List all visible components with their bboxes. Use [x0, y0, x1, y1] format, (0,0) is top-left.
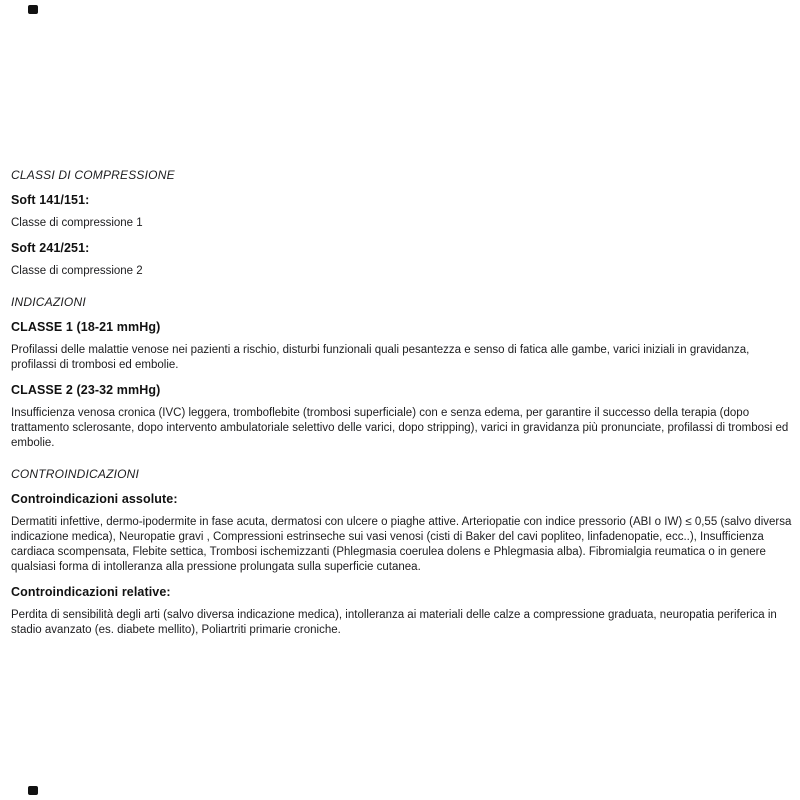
- entry-text: Perdita di sensibilità degli arti (salvo diversa indicazione medica), intolleranza ai materiali delle calze a compressione graduata, neuropatia periferica in stadio avanzato (es. diabete mellito), Poliartriti primarie croniche.: [11, 609, 777, 636]
- section-controindicazioni: [11, 467, 792, 638]
- entry-title: Controindicazioni relative:: [11, 585, 171, 599]
- contraindication-entry: [11, 491, 792, 575]
- entry-text: Dermatiti infettive, dermo-ipodermite in fase acuta, dermatosi con ulcere o piaghe attive. Arteriopatie con indice pressorio (ABI o IW) ≤ 0,55 (salvo diversa indicazione medica), Neuropatie gravi , Compressioni estrinseche sui vasi venosi (cisti di Baker del cavi popliteo, linfadenopatie, ecc..), Insufficienza cardiaca scompensata, Flebite settica, Trombosi ischemizzanti (Phlegmasia coerulea dolens e Phlegmasia alba). Fibromialgia reumatica o in genere qualsiasi forma di intolleranza alla pressione prolungata sulla superficie cutanea.: [11, 516, 792, 573]
- indication-entry: [11, 319, 792, 373]
- entry-title: Soft 241/251:: [11, 241, 90, 255]
- entry-text: Insufficienza venosa cronica (IVC) leggera, tromboflebite (trombosi superficiale) con e senza edema, per garantire il successo della terapia (dopo trattamento sclerosante, dopo intervento ambulatoriale selettivo delle varici, dopo stripping), varici in gravidanza più pronunciate, profilassi di trombosi ed embolie.: [11, 407, 789, 449]
- entry-text: Profilassi delle malattie venose nei pazienti a rischio, disturbi funzionali quali pesantezza e senso di fatica alle gambe, varici iniziali in gravidanza, profilassi di trombosi ed embolie.: [11, 344, 750, 371]
- entry-text: Classe di compressione 1: [11, 217, 143, 229]
- section-heading: CONTROINDICAZIONI: [11, 467, 140, 481]
- section-indicazioni: [11, 295, 792, 451]
- section-heading: CLASSI DI COMPRESSIONE: [11, 168, 175, 182]
- corner-artifact-bottom: [28, 786, 38, 795]
- section-classi-di-compressione: [11, 168, 792, 279]
- section-heading: INDICAZIONI: [11, 295, 86, 309]
- document-content: [11, 168, 792, 647]
- contraindication-entry: [11, 584, 792, 638]
- entry-title: Soft 141/151:: [11, 193, 90, 207]
- entry-text: Classe di compressione 2: [11, 265, 143, 277]
- entry-title: Controindicazioni assolute:: [11, 492, 178, 506]
- entry-title: CLASSE 2 (23-32 mmHg): [11, 383, 161, 397]
- indication-entry: [11, 382, 792, 451]
- corner-artifact-top: [28, 5, 38, 14]
- compression-class-entry: [11, 192, 792, 231]
- compression-class-entry: [11, 240, 792, 279]
- entry-title: CLASSE 1 (18-21 mmHg): [11, 320, 161, 334]
